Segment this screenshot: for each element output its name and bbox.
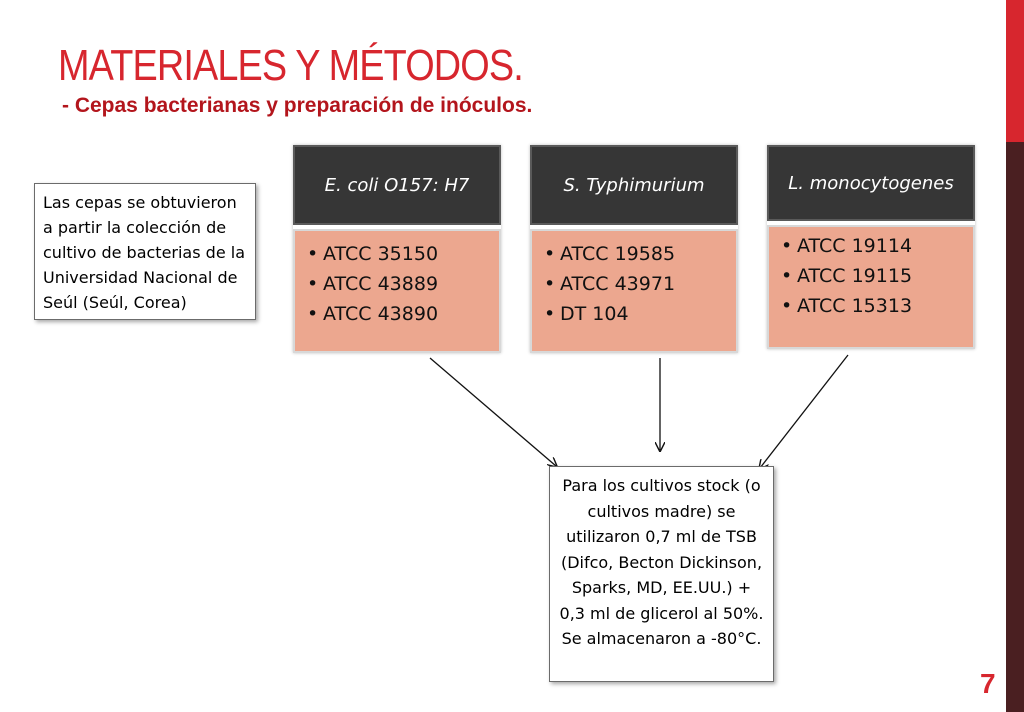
strain-item: • ATCC 19115 xyxy=(781,265,913,287)
strain-item: • ATCC 19585 xyxy=(544,243,676,265)
strain-item: • DT 104 xyxy=(544,303,629,325)
strain-header: S. Typhimurium xyxy=(530,145,738,225)
arrow-from-ecoli xyxy=(430,358,556,466)
strain-item: • ATCC 43971 xyxy=(544,273,676,295)
strain-header: E. coli O157: H7 xyxy=(293,145,501,225)
source-info-box: Las cepas se obtuvieron a partir la colección de cultivo de bacterias de la Universidad Nacional de Seúl (Seúl, Corea) xyxy=(34,183,256,320)
strain-item: • ATCC 43889 xyxy=(307,273,439,295)
strain-item: • ATCC 15313 xyxy=(781,295,913,317)
page-number: 7 xyxy=(980,668,996,699)
slide-title: MATERIALES Y MÉTODOS. xyxy=(58,41,523,90)
strain-item: • ATCC 43890 xyxy=(307,303,439,325)
slide-subtitle: - Cepas bacterianas y preparación de inóculos. xyxy=(62,94,533,117)
strain-header: L. monocytogenes xyxy=(767,145,975,221)
arrow-from-listeria xyxy=(760,355,848,468)
strain-item: • ATCC 19114 xyxy=(781,235,913,257)
strain-item: • ATCC 35150 xyxy=(307,243,439,265)
stock-culture-box: Para los cultivos stock (o cultivos madre) se utilizaron 0,7 ml de TSB (Difco, Becton Dickinson, Sparks, MD, EE.UU.) + 0,3 ml de glicerol al 50%. Se almacenaron a -80°C. xyxy=(549,466,774,682)
